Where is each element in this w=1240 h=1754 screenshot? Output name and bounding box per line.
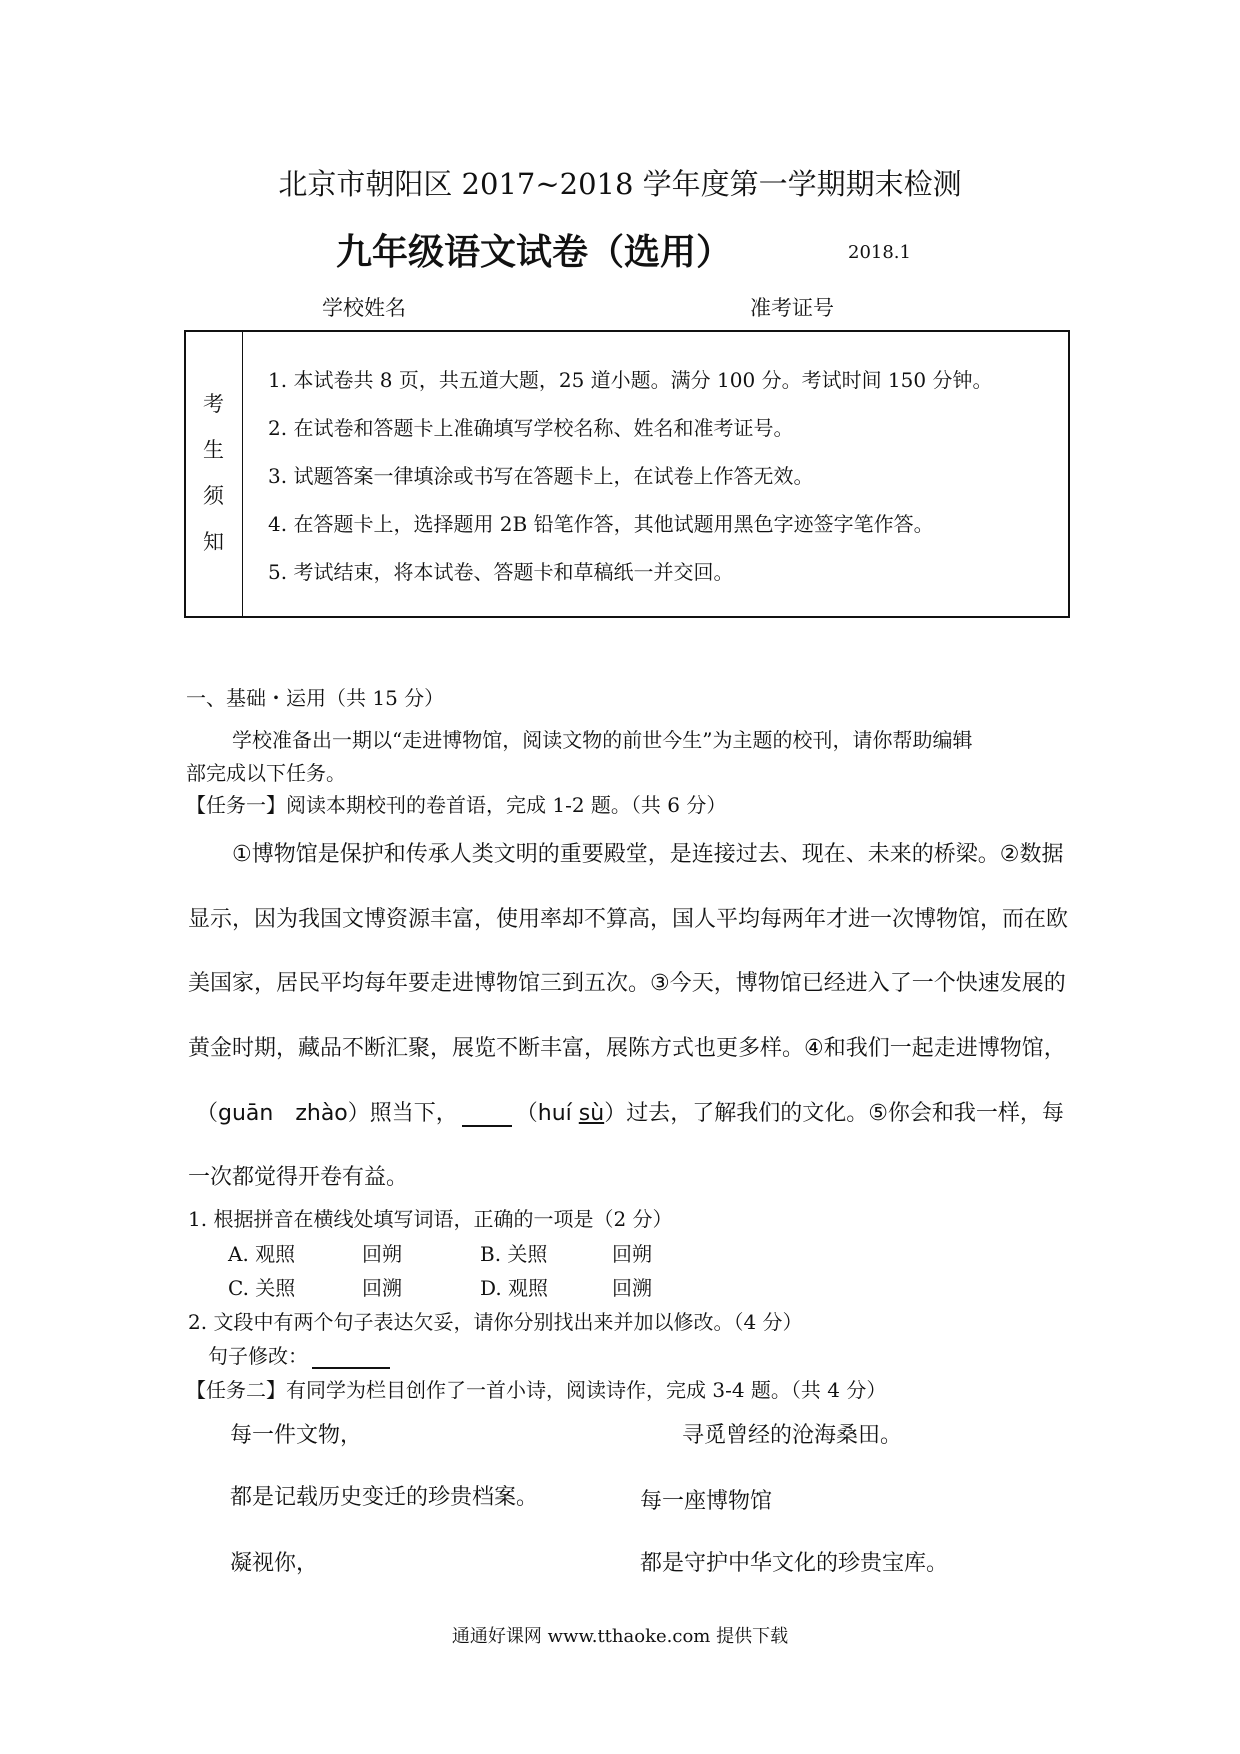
option-c-word: 回溯 [362,1276,402,1300]
sentence-revision [208,1340,390,1369]
question-2-stem: 2. 文段中有两个句子表达欠妥，请你分别找出来并加以修改。（4 分） [188,1310,803,1334]
answer-line[interactable] [312,1347,390,1369]
fill-blank[interactable] [462,1103,512,1127]
section-heading: 一、基础・运用（共 15 分） [186,686,445,710]
notice-item: 3. 试题答案一律填涂或书写在答题卡上，在试卷上作答无效。 [268,464,814,488]
option-a[interactable]: A. 观照 [228,1242,296,1266]
ticket-number-label: 准考证号 [750,296,834,320]
notice-item: 2. 在试卷和答题卡上准确填写学校名称、姓名和准考证号。 [268,416,794,440]
passage-line: 显示，因为我国文博资源丰富，使用率却不算高，国人平均每两年才进一次博物馆，而在欧 [188,907,1069,932]
download-footer: 通通好课网 www.tthaoke.com 提供下载 [451,1626,789,1647]
passage-line: 一次都觉得开卷有益。 [188,1165,409,1190]
option-a-word: 回朔 [362,1242,402,1266]
passage-segment: （huí [515,1101,579,1126]
task-one-heading: 【任务一】阅读本期校刊的卷首语，完成 1-2 题。（共 6 分） [186,793,727,817]
exam-notice-box [184,330,1070,618]
underlined-pinyin: sù [578,1101,605,1126]
poem-line: 都是守护中华文化的珍贵宝库。 [640,1551,949,1576]
notice-item: 5. 考试结束，将本试卷、答题卡和草稿纸一并交回。 [268,560,734,584]
question-1-stem: 1. 根据拼音在横线处填写词语，正确的一项是（2 分） [188,1207,673,1231]
exam-title: 北京市朝阳区 2017~2018 学年度第一学期期末检测 [278,167,962,201]
passage-segment: ）过去，了解我们的文化。⑤你会和我一样，每 [604,1101,1064,1126]
exam-subtitle: 九年级语文试卷（选用） [336,231,733,273]
option-b[interactable]: B. 关照 [480,1242,548,1266]
option-c[interactable]: C. 关照 [228,1276,296,1300]
exam-date: 2018.1 [848,242,911,263]
task-two-heading: 【任务二】有同学为栏目创作了一首小诗，阅读诗作，完成 3-4 题。（共 4 分） [186,1378,887,1402]
notice-label-column [186,332,243,616]
notice-item: 4. 在答题卡上，选择题用 2B 铅笔作答，其他试题用黑色字迹签字笔作答。 [268,512,934,536]
passage-line: 黄金时期，藏品不断汇聚，展览不断丰富，展陈方式也更多样。④和我们一起走进博物馆， [188,1036,1066,1061]
passage-line: ①博物馆是保护和传承人类文明的重要殿堂，是连接过去、现在、未来的桥梁。②数据 [232,842,1064,867]
notice-label-char: 须 [203,484,224,508]
option-d-word: 回溯 [612,1276,652,1300]
notice-label-char: 考 [203,392,224,416]
section-intro-line: 部完成以下任务。 [186,761,346,785]
notice-label-char: 生 [203,438,224,462]
option-d[interactable]: D. 观照 [480,1276,549,1300]
school-name-label: 学校姓名 [322,296,406,320]
option-b-word: 回朔 [612,1242,652,1266]
poem-line: 都是记载历史变迁的珍贵档案。 [230,1485,539,1510]
poem-line: 寻觅曾经的沧海桑田。 [682,1423,903,1448]
notice-item: 1. 本试卷共 8 页，共五道大题，25 道小题。满分 100 分。考试时间 150 分钟。 [268,368,993,392]
sentence-revision-label: 句子修改： [208,1344,308,1368]
notice-label-char: 知 [203,530,224,554]
passage-line [196,1096,1064,1127]
poem-line: 每一件文物， [230,1423,363,1448]
poem-line: 凝视你， [230,1551,319,1576]
passage-line: 美国家，居民平均每年要走进博物馆三到五次。③今天，博物馆已经进入了一个快速发展的 [188,971,1066,996]
poem-line: 每一座博物馆 [640,1489,773,1514]
passage-segment: （guān zhào）照当下， [196,1101,458,1126]
section-intro-line: 学校准备出一期以“走进博物馆，阅读文物的前世今生”为主题的校刊，请你帮助编辑 [232,728,973,752]
